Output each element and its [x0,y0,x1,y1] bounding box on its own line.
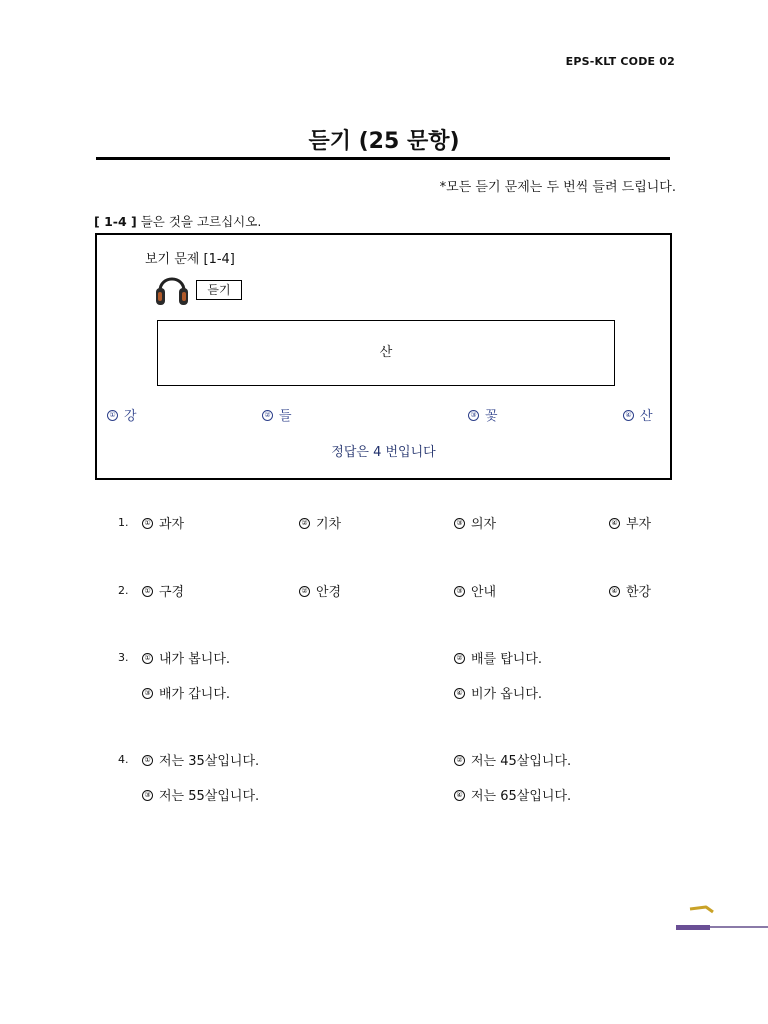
option-mark: ② [299,586,310,597]
option-text: 안내 [471,585,497,600]
option-mark: ① [142,755,153,766]
question-number: 3. [118,651,129,664]
option-mark: ④ [623,410,634,421]
q3-option-4[interactable] [454,683,542,702]
example-option-4[interactable] [623,405,653,424]
option-text: 안경 [316,585,342,600]
option-text: 저는 45살입니다. [471,754,572,769]
q4-option-4[interactable] [454,785,571,804]
footer-accent [676,925,710,930]
q1-option-4[interactable] [609,513,651,532]
option-text: 저는 65살입니다. [471,789,572,804]
example-box [95,233,672,480]
option-mark: ④ [609,586,620,597]
option-mark: ③ [142,790,153,801]
listening-note: *모든 듣기 문제는 두 번씩 들려 드립니다. [439,180,676,195]
example-option-1[interactable] [107,405,137,424]
section-title: 듣기 (25 문항) [308,129,460,154]
q1-option-1[interactable] [142,513,184,532]
q3-option-3[interactable] [142,683,230,702]
option-mark: ② [299,518,310,529]
page-decoration-icon [689,902,715,914]
example-word-box: 산 [157,320,615,386]
example-title: 보기 문제 [1-4] [145,252,235,267]
option-text: 비가 옵니다. [471,687,543,702]
option-text: 부자 [626,517,652,532]
instruction-text: 들은 것을 고르십시오. [136,214,262,229]
option-mark: ③ [468,410,479,421]
q3-option-2[interactable] [454,648,542,667]
example-option-2[interactable] [262,405,292,424]
option-text: 강 [124,409,137,424]
option-text: 내가 봅니다. [159,652,231,667]
question-number: 4. [118,753,129,766]
title-divider [96,157,670,160]
example-option-3[interactable] [468,405,498,424]
option-text: 산 [640,409,653,424]
q2-option-3[interactable] [454,581,496,600]
option-text: 기차 [316,517,342,532]
option-mark: ④ [454,688,465,699]
option-text: 저는 55살입니다. [159,789,260,804]
instruction [94,212,261,230]
q4-option-2[interactable] [454,750,571,769]
option-mark: ④ [454,790,465,801]
question-number: 1. [118,516,129,529]
option-mark: ② [262,410,273,421]
q1-option-3[interactable] [454,513,496,532]
option-mark: ③ [454,518,465,529]
option-text: 의자 [471,517,497,532]
q3-option-1[interactable] [142,648,230,667]
option-text: 저는 35살입니다. [159,754,260,769]
option-text: 꽃 [485,409,498,424]
q2-option-4[interactable] [609,581,651,600]
option-text: 배가 갑니다. [159,687,231,702]
option-mark: ② [454,653,465,664]
example-answer: 정답은 4 번입니다 [331,445,436,460]
option-mark: ① [107,410,118,421]
q2-option-2[interactable] [299,581,341,600]
option-text: 과자 [159,517,185,532]
option-mark: ④ [609,518,620,529]
option-text: 구경 [159,585,185,600]
option-mark: ③ [142,688,153,699]
listen-button[interactable]: 듣기 [196,280,242,300]
question-number: 2. [118,584,129,597]
option-mark: ③ [454,586,465,597]
q2-option-1[interactable] [142,581,184,600]
option-text: 한강 [626,585,652,600]
exam-code: EPS-KLT CODE 02 [565,55,675,68]
option-text: 들 [279,409,292,424]
option-mark: ① [142,653,153,664]
option-mark: ② [454,755,465,766]
question-range: [ 1-4 ] [94,214,137,229]
option-mark: ① [142,518,153,529]
q4-option-3[interactable] [142,785,259,804]
q4-option-1[interactable] [142,750,259,769]
option-text: 배를 탑니다. [471,652,543,667]
headphones-icon [155,269,189,309]
q1-option-2[interactable] [299,513,341,532]
option-mark: ① [142,586,153,597]
